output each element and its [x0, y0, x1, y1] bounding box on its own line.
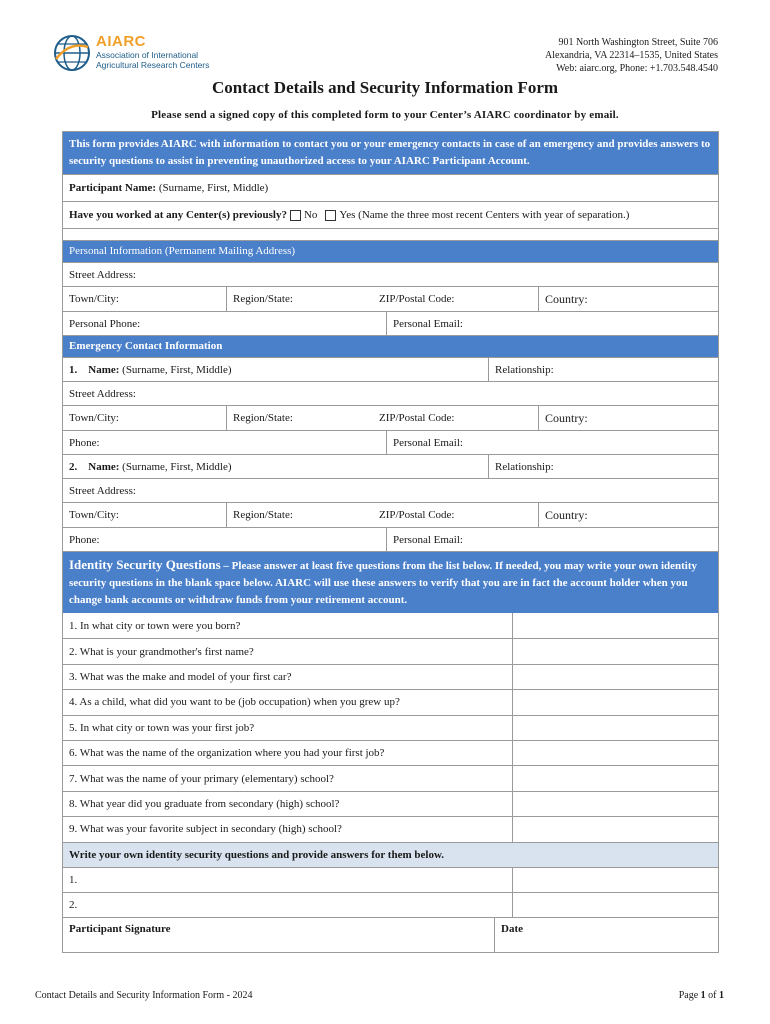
participant-signature-field[interactable]: Participant Signature — [69, 922, 171, 935]
worked-before-row — [63, 201, 718, 228]
security-header — [63, 552, 718, 613]
security-answer-field[interactable] — [512, 639, 718, 663]
security-answer-field[interactable] — [512, 741, 718, 765]
security-answer-field[interactable] — [512, 766, 718, 790]
emergency-2-zip-field[interactable]: ZIP/Postal Code: — [379, 509, 455, 521]
footer-form-title: Contact Details and Security Information Form - 2024 — [35, 990, 253, 1001]
emergency-1-town-field[interactable]: Town/City: — [69, 412, 119, 424]
emergency-2-name-hint: (Surname, First, Middle) — [122, 460, 232, 473]
personal-phone-field[interactable]: Personal Phone: — [69, 317, 141, 330]
personal-country-field[interactable]: Country: — [538, 287, 718, 311]
emergency-2-name-label: Name: — [88, 460, 120, 473]
own-answer-2-field[interactable] — [512, 893, 718, 917]
personal-info-header: Personal Information (Permanent Mailing Address) — [63, 241, 718, 262]
emergency-1-street-field[interactable]: Street Address: — [69, 387, 136, 400]
emergency-1-country-field[interactable]: Country: — [538, 406, 718, 430]
emergency-2-country-field[interactable]: Country: — [538, 503, 718, 527]
security-question-text: 4. As a child, what did you want to be (job occupation) when you grew up? — [69, 696, 400, 709]
emergency-header: Emergency Contact Information — [63, 336, 718, 357]
emergency-2-name-row — [63, 454, 718, 478]
personal-email-field[interactable]: Personal Email: — [386, 312, 718, 335]
aiarc-logo — [52, 33, 209, 73]
security-header-row — [63, 551, 718, 613]
participant-name-hint: (Surname, First, Middle) — [158, 182, 269, 194]
emergency-1-number: 1. — [69, 363, 78, 376]
own-questions-header-row — [63, 842, 718, 867]
security-question-text: 6. What was the name of the organization where you had your first job? — [69, 747, 385, 760]
globe-icon — [52, 33, 92, 73]
no-checkbox[interactable] — [290, 210, 301, 221]
security-question-text: 5. In what city or town was your first job? — [69, 721, 255, 734]
security-question-text: 3. What was the make and model of your first car? — [69, 670, 292, 683]
emergency-2-region-field[interactable]: Region/State: — [226, 503, 373, 527]
document-header — [0, 0, 770, 80]
personal-zip-field[interactable]: ZIP/Postal Code: — [379, 293, 455, 305]
signature-row — [63, 917, 718, 952]
security-question-row — [63, 765, 718, 790]
security-question-row — [63, 664, 718, 689]
logo-subtitle-1: Association of International — [96, 50, 199, 60]
personal-street-row — [63, 262, 718, 286]
worked-before-label: Have you worked at any Center(s) previously? — [69, 209, 287, 221]
security-answer-field[interactable] — [512, 817, 718, 841]
logo-name: AIARC — [96, 33, 146, 50]
page-subtitle: Please send a signed copy of this completed form to your Center’s AIARC coordinator by email. — [151, 109, 619, 121]
org-address — [545, 36, 718, 75]
address-line-2: Alexandria, VA 22314–1535, United States — [545, 50, 718, 61]
emergency-2-number: 2. — [69, 460, 78, 473]
page-prefix: Page — [678, 990, 701, 1001]
footer-page-number — [679, 990, 724, 1001]
intro-text: This form provides AIARC with information to contact you or your emergency contacts in case of an emergency and provides answers to security questions to assist in preventing unauthorized access to your AIARC Participant Account. — [63, 132, 718, 174]
security-question-text: 1. In what city or town were you born? — [69, 619, 241, 632]
emergency-2-town-row — [63, 502, 718, 527]
security-questions-list — [63, 613, 718, 842]
own-question-row-2 — [63, 892, 718, 917]
own-question-row-1 — [63, 867, 718, 892]
personal-street-field[interactable]: Street Address: — [69, 268, 136, 281]
emergency-2-email-field[interactable]: Personal Email: — [386, 528, 718, 551]
emergency-1-name-label: Name: — [88, 363, 120, 376]
emergency-1-name-hint: (Surname, First, Middle) — [122, 363, 232, 376]
yes-label: Yes (Name the three most recent Centers with year of separation.) — [339, 209, 630, 221]
security-question-row — [63, 638, 718, 663]
own-question-2-field[interactable]: 2. — [69, 898, 78, 911]
yes-checkbox[interactable] — [325, 210, 336, 221]
security-question-row — [63, 740, 718, 765]
emergency-2-street-row — [63, 478, 718, 502]
emergency-2-relationship-field[interactable]: Relationship: — [488, 455, 718, 478]
no-label: No — [303, 209, 318, 221]
emergency-1-relationship-field[interactable]: Relationship: — [488, 358, 718, 381]
security-answer-field[interactable] — [512, 690, 718, 714]
emergency-2-phone-field[interactable]: Phone: — [69, 533, 100, 546]
intro-row — [63, 132, 718, 174]
participant-name-field[interactable] — [63, 175, 718, 201]
own-questions-header: Write your own identity security questions and provide answers for them below. — [63, 843, 718, 867]
security-header-title: Identity Security Questions — [69, 557, 221, 572]
personal-town-row — [63, 286, 718, 311]
emergency-1-name-row — [63, 357, 718, 381]
participant-name-row — [63, 174, 718, 201]
security-answer-field[interactable] — [512, 792, 718, 816]
security-question-row — [63, 613, 718, 638]
spacer-cell — [63, 229, 718, 240]
personal-town-field[interactable]: Town/City: — [69, 293, 119, 305]
emergency-1-email-field[interactable]: Personal Email: — [386, 431, 718, 454]
emergency-1-town-row — [63, 405, 718, 430]
emergency-2-street-field[interactable]: Street Address: — [69, 484, 136, 497]
emergency-2-name-field[interactable] — [63, 455, 488, 478]
page-title: Contact Details and Security Information Form — [211, 78, 559, 97]
emergency-1-phone-field[interactable]: Phone: — [69, 436, 100, 449]
security-question-text: 9. What was your favorite subject in secondary (high) school? — [69, 823, 342, 836]
logo-subtitle-2: Agricultural Research Centers — [96, 60, 210, 70]
personal-contact-row — [63, 311, 718, 335]
emergency-1-region-field[interactable]: Region/State: — [226, 406, 373, 430]
security-question-row — [63, 689, 718, 714]
emergency-2-town-field[interactable]: Town/City: — [69, 509, 119, 521]
security-question-text: 8. What year did you graduate from secondary (high) school? — [69, 797, 340, 810]
emergency-1-street-row — [63, 381, 718, 405]
security-answer-field[interactable] — [512, 665, 718, 689]
security-answer-field[interactable] — [512, 613, 718, 638]
emergency-1-name-field[interactable] — [63, 358, 488, 381]
security-question-text: 2. What is your grandmother's first name? — [69, 645, 254, 658]
address-line-3: Web: aiarc.org, Phone: +1.703.548.4540 — [556, 63, 718, 74]
worked-before-field — [63, 202, 718, 228]
signature-date-field[interactable]: Date — [494, 918, 718, 952]
emergency-header-row — [63, 335, 718, 357]
security-question-text: 7. What was the name of your primary (elementary) school? — [69, 772, 334, 785]
emergency-2-contact-row — [63, 527, 718, 551]
page-mid: of — [705, 990, 719, 1001]
personal-region-field[interactable]: Region/State: — [226, 287, 373, 311]
address-line-1: 901 North Washington Street, Suite 706 — [558, 37, 718, 48]
own-answer-1-field[interactable] — [512, 868, 718, 892]
page-total: 1 — [719, 990, 724, 1001]
security-header-text: – Please answer at least five questions from the list below. If needed, you may write your own identity security questions in the blank space below. AIARC will use these answers to verify that you are in fact the account holder when you change bank accounts or withdraw funds from your retirement account. — [69, 560, 698, 606]
emergency-1-contact-row — [63, 430, 718, 454]
personal-info-header-row — [63, 240, 718, 262]
page-current: 1 — [700, 990, 706, 1001]
security-question-row — [63, 791, 718, 816]
security-question-row — [63, 715, 718, 740]
emergency-1-zip-field[interactable]: ZIP/Postal Code: — [379, 412, 455, 424]
contact-form — [62, 131, 719, 953]
spacer-row — [63, 228, 718, 240]
participant-name-label: Participant Name: — [69, 182, 157, 194]
own-question-1-field[interactable]: 1. — [69, 873, 78, 886]
security-answer-field[interactable] — [512, 716, 718, 740]
security-question-row — [63, 816, 718, 841]
